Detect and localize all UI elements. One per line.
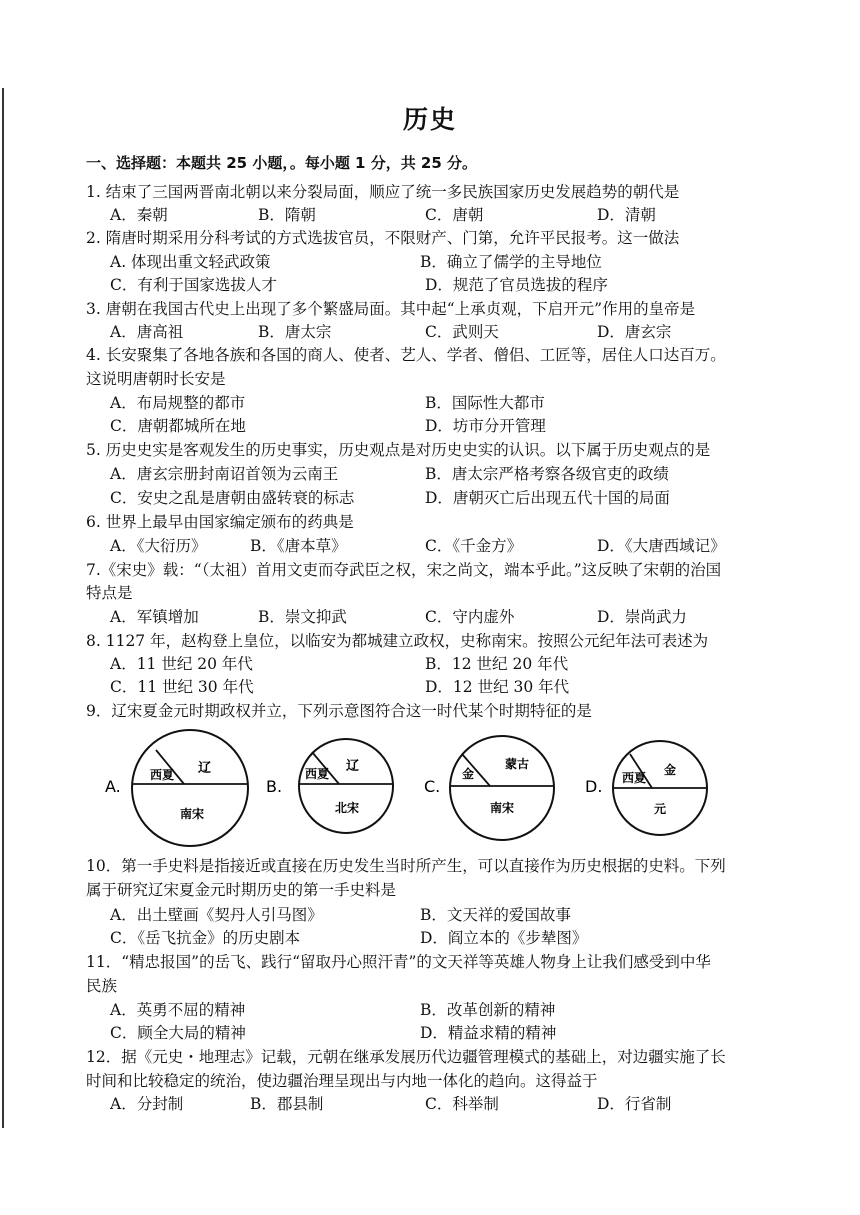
- q1-option-d[interactable]: D．清朝: [597, 206, 656, 224]
- q3-option-c[interactable]: C．武则天: [425, 323, 499, 341]
- q2-option-b[interactable]: B．确立了儒学的主导地位: [420, 253, 602, 271]
- q10-option-d[interactable]: D．阎立本的《步辇图》: [420, 929, 588, 947]
- q2-option-d[interactable]: D．规范了官员选拔的程序: [425, 276, 608, 294]
- question-5-stem: 5. 历史史实是客观发生的历史事实，历史观点是对历史史实的认识。以下属于历史观点的是: [86, 441, 711, 459]
- q8-option-c[interactable]: C．11 世纪 30 年代: [110, 678, 254, 696]
- q6-option-c[interactable]: C．《千金方》: [425, 537, 523, 555]
- question-4-stem-line1: 4. 长安聚集了各地各族和各国的商人、使者、艺人、学者、僧侣、工匠等，居住人口达百万。: [86, 346, 726, 364]
- diagram-c-letter: C.: [424, 777, 441, 796]
- q10-option-b[interactable]: B．文天祥的爱国故事: [420, 906, 571, 924]
- q3-option-d[interactable]: D．唐玄宗: [597, 323, 672, 341]
- q11-option-d[interactable]: D．精益求精的精神: [420, 1024, 557, 1042]
- diagram-c-label-3: 南宋: [490, 801, 515, 815]
- question-4-stem-line2: 这说明唐朝时长安是: [86, 370, 226, 388]
- regime-diagrams: [0, 720, 860, 855]
- question-10-stem-line1: 10．第一手史料是指接近或直接在历史发生当时所产生，可以直接作为历史根据的史料。下列: [86, 857, 726, 875]
- q2-option-a[interactable]: A. 体现出重文轻武政策: [110, 253, 271, 271]
- diagram-d-label-1: 西夏: [622, 771, 647, 785]
- diagram-b-label-3: 北宋: [335, 801, 360, 815]
- diagram-a-label-1: 西夏: [150, 768, 175, 782]
- q12-option-c[interactable]: C．科举制: [425, 1095, 499, 1113]
- diagram-d-label-3: 元: [654, 802, 667, 816]
- q1-option-c[interactable]: C．唐朝: [425, 206, 484, 224]
- diagram-b-label-1: 西夏: [305, 767, 330, 781]
- q12-option-b[interactable]: B．郡县制: [250, 1095, 324, 1113]
- q5-option-b[interactable]: B．唐太宗严格考察各级官吏的政绩: [425, 465, 669, 483]
- q5-option-a[interactable]: A．唐玄宗册封南诏首领为云南王: [110, 465, 339, 483]
- question-6-stem: 6. 世界上最早由国家编定颁布的药典是: [86, 513, 354, 531]
- question-12-stem-line2: 时间和比较稳定的统治，使边疆治理呈现出与内地一体化的趋向。这得益于: [86, 1072, 598, 1090]
- diagram-a-label-3: 南宋: [180, 807, 205, 821]
- q7-option-c[interactable]: C．守内虚外: [425, 608, 515, 626]
- question-11-stem-line1: 11．“精忠报国”的岳飞、践行“留取丹心照汗青”的文天祥等英雄人物身上让我们感受到中华: [86, 953, 711, 971]
- q4-option-c[interactable]: C．唐朝都城所在地: [110, 417, 246, 435]
- q5-option-c[interactable]: C．安史之乱是唐朝由盛转衰的标志: [110, 489, 355, 507]
- diagram-b-letter: B.: [266, 777, 283, 796]
- q1-option-b[interactable]: B．隋朝: [258, 206, 316, 224]
- q3-option-a[interactable]: A．唐高祖: [110, 323, 184, 341]
- q4-option-b[interactable]: B．国际性大都市: [425, 394, 545, 412]
- diagram-a-circle: [132, 730, 248, 846]
- q10-option-a[interactable]: A．出土壁画《契丹人引马图》: [110, 906, 323, 924]
- diagram-b-label-2: 辽: [346, 759, 360, 774]
- question-8-stem: 8. 1127 年，赵构登上皇位，以临安为都城建立政权，史称南宋。按照公元纪年法可表述为: [86, 632, 709, 650]
- question-7-stem-line2: 特点是: [86, 584, 133, 602]
- question-3-stem: 3. 唐朝在我国古代史上出现了多个繁盛局面。其中起“上承贞观，下启开元”作用的皇帝是: [86, 300, 696, 318]
- q6-option-a[interactable]: A．《大衍历》: [110, 537, 207, 555]
- page-title: 历史: [402, 105, 457, 134]
- q12-option-a[interactable]: A．分封制: [110, 1095, 184, 1113]
- diagram-c-label-1: 金: [462, 767, 475, 781]
- question-12-stem-line1: 12．据《元史・地理志》记载，元朝在继承发展历代边疆管理模式的基础上，对边疆实施了长: [86, 1048, 726, 1066]
- section-heading: 一、选择题：本题共 25 小题，。每小题 1 分，共 25 分。: [86, 154, 478, 172]
- q10-option-c[interactable]: C．《岳飞抗金》的历史剧本: [110, 929, 301, 947]
- diagram-d-label-2: 金: [664, 763, 677, 777]
- q11-option-a[interactable]: A．英勇不屈的精神: [110, 1001, 246, 1019]
- diagram-c[interactable]: [424, 736, 554, 840]
- q7-option-a[interactable]: A．军镇增加: [110, 608, 199, 626]
- question-11-stem-line2: 民族: [86, 977, 118, 995]
- q8-option-b[interactable]: B．12 世纪 20 年代: [425, 655, 569, 673]
- question-7-stem-line1: 7.《宋史》载：“（太祖）首用文吏而夺武臣之权，宋之尚文，端本乎此。”这反映了宋朝的治国: [86, 561, 722, 579]
- scan-edge-line: [2, 88, 4, 1128]
- q7-option-d[interactable]: D．崇尚武力: [597, 608, 687, 626]
- q8-option-d[interactable]: D．12 世纪 30 年代: [425, 678, 570, 696]
- diagram-b[interactable]: [266, 739, 393, 833]
- q6-option-b[interactable]: B．《唐本草》: [250, 537, 347, 555]
- q4-option-d[interactable]: D．坊市分开管理: [425, 417, 546, 435]
- question-10-stem-line2: 属于研究辽宋夏金元时期历史的第一手史料是: [86, 881, 397, 899]
- diagram-d-letter: D.: [585, 777, 603, 796]
- diagram-d[interactable]: [585, 741, 707, 835]
- q3-option-b[interactable]: B．唐太宗: [258, 323, 332, 341]
- diagram-a[interactable]: [105, 730, 248, 846]
- q6-option-d[interactable]: D．《大唐西域记》: [597, 537, 726, 555]
- diagram-c-circle: [450, 736, 554, 840]
- q2-option-c[interactable]: C．有利于国家选拔人才: [110, 276, 277, 294]
- diagram-c-label-2: 蒙古: [505, 757, 530, 771]
- question-9-stem: 9．辽宋夏金元时期政权并立，下列示意图符合这一时代某个时期特征的是: [86, 702, 592, 720]
- diagram-a-label-2: 辽: [198, 761, 212, 776]
- q4-option-a[interactable]: A．布局规整的都市: [110, 394, 246, 412]
- question-1-stem: 1. 结束了三国两晋南北朝以来分裂局面，顺应了统一多民族国家历史发展趋势的朝代是: [86, 183, 680, 201]
- q1-option-a[interactable]: A．秦朝: [110, 206, 168, 224]
- q11-option-c[interactable]: C．顾全大局的精神: [110, 1024, 246, 1042]
- q8-option-a[interactable]: A．11 世纪 20 年代: [110, 655, 253, 673]
- q11-option-b[interactable]: B．改革创新的精神: [420, 1001, 556, 1019]
- q12-option-d[interactable]: D．行省制: [597, 1095, 672, 1113]
- diagram-a-letter: A.: [105, 777, 121, 796]
- q7-option-b[interactable]: B．崇文抑武: [258, 608, 347, 626]
- question-2-stem: 2. 隋唐时期采用分科考试的方式选拔官员，不限财产、门第，允许平民报考。这一做法: [86, 229, 680, 247]
- q5-option-d[interactable]: D．唐朝灭亡后出现五代十国的局面: [425, 489, 670, 507]
